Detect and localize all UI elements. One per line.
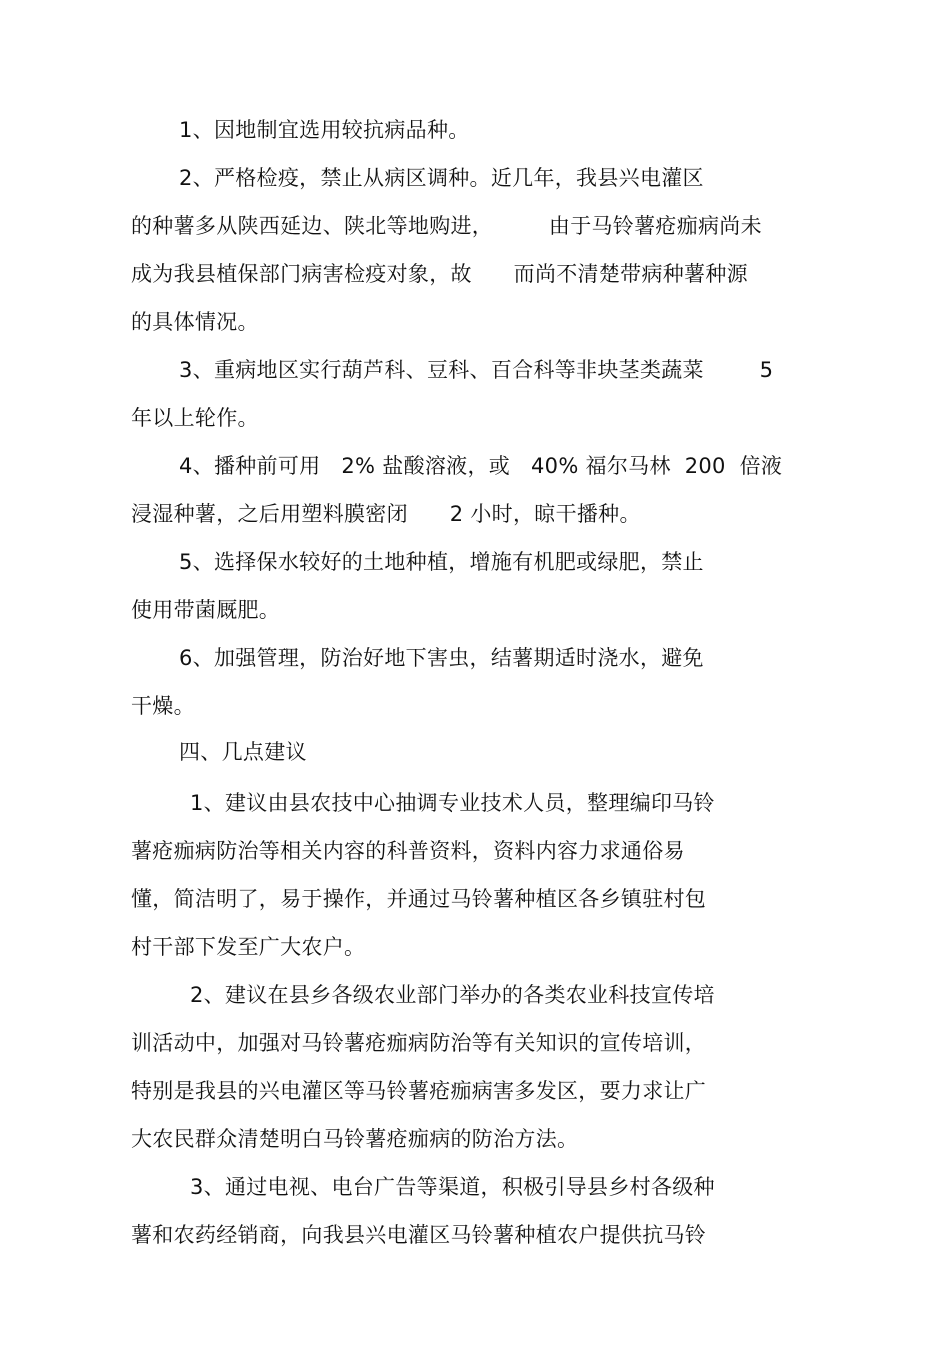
text-line: 3、重病地区实行葫芦科、豆科、百合科等非块茎类蔬菜 5 bbox=[179, 358, 774, 382]
text-line: 年以上轮作。 bbox=[131, 406, 259, 430]
text-line: 薯疮痂病防治等相关内容的科普资料，资料内容力求通俗易 bbox=[131, 839, 685, 863]
section-heading: 四、几点建议 bbox=[179, 740, 307, 764]
text-line: 村干部下发至广大农户。 bbox=[131, 935, 366, 959]
text-line: 2、建议在县乡各级农业部门举办的各类农业科技宣传培 bbox=[190, 983, 715, 1007]
text-line: 成为我县植保部门病害检疫对象，故 而尚不清楚带病种薯种源 bbox=[131, 262, 748, 286]
text-line: 训活动中，加强对马铃薯疮痂病防治等有关知识的宣传培训， bbox=[131, 1031, 707, 1055]
text-line: 大农民群众清楚明白马铃薯疮痂病的防治方法。 bbox=[131, 1127, 579, 1151]
text-line: 懂，简洁明了，易于操作，并通过马铃薯种植区各乡镇驻村包 bbox=[131, 887, 707, 911]
text-line: 薯和农药经销商，向我县兴电灌区马铃薯种植农户提供抗马铃 bbox=[131, 1223, 707, 1247]
text-line: 3、通过电视、电台广告等渠道，积极引导县乡村各级种 bbox=[190, 1175, 715, 1199]
text-line: 的种薯多从陕西延边、陕北等地购进， 由于马铃薯疮痂病尚未 bbox=[131, 214, 762, 238]
text-line: 特别是我县的兴电灌区等马铃薯疮痂病害多发区，要力求让广 bbox=[131, 1079, 707, 1103]
text-line: 5、选择保水较好的土地种植，增施有机肥或绿肥，禁止 bbox=[179, 550, 704, 574]
text-line: 6、加强管理，防治好地下害虫，结薯期适时浇水，避免 bbox=[179, 646, 704, 670]
text-line: 1、因地制宜选用较抗病品种。 bbox=[179, 118, 470, 142]
text-line: 干燥。 bbox=[131, 694, 195, 718]
text-line: 4、播种前可用 2% 盐酸溶液，或 40% 福尔马林 200 倍液 bbox=[179, 454, 783, 478]
text-line: 浸湿种薯，之后用塑料膜密闭 2 小时，晾干播种。 bbox=[131, 502, 641, 526]
text-line: 使用带菌厩肥。 bbox=[131, 598, 281, 622]
text-line: 2、严格检疫，禁止从病区调种。近几年，我县兴电灌区 bbox=[179, 166, 704, 190]
text-line: 的具体情况。 bbox=[131, 310, 259, 334]
text-line: 1、建议由县农技中心抽调专业技术人员，整理编印马铃 bbox=[190, 791, 715, 815]
